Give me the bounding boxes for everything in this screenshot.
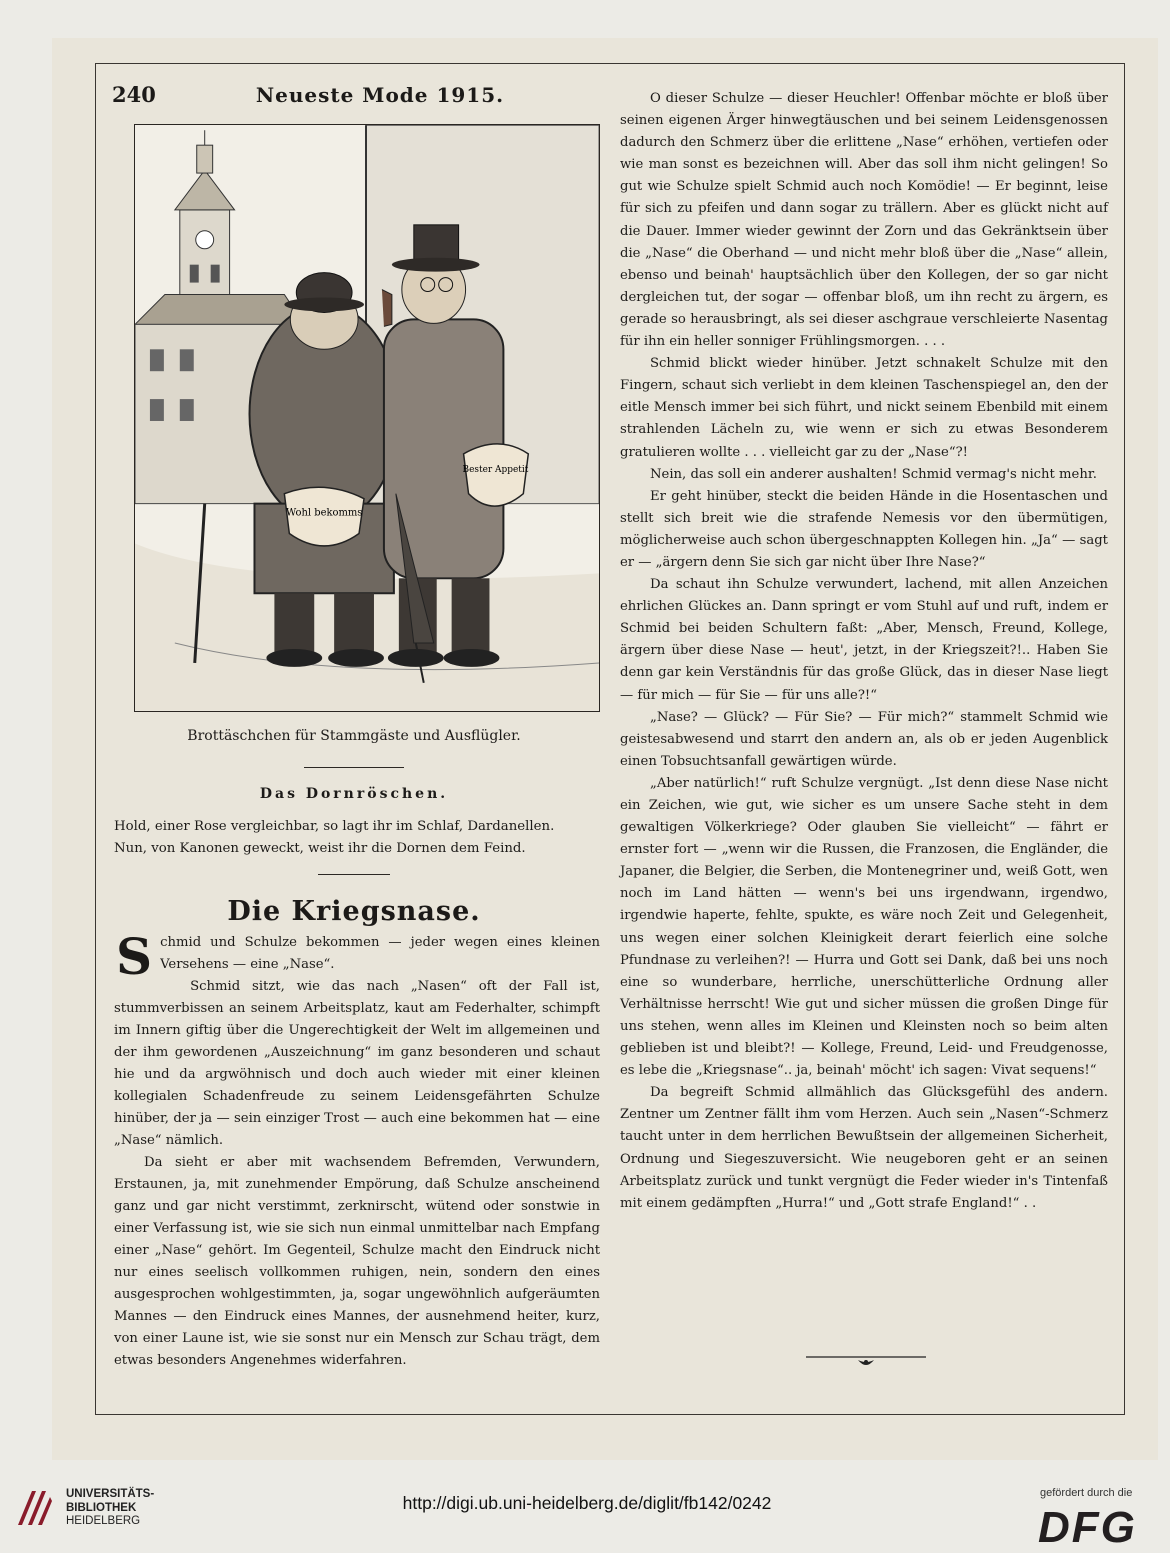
- article-paragraph: Da sieht er aber mit wachsendem Befremden, Verwundern, Erstaunen, ja, mit zunehmender Empörung, daß Schulze anscheinend ganz und gar nicht verstimmt, zerknirscht, wütend oder sonstwie in einer Verfassung ist, wie sie sich nun einmal unmittelbar nach Empfang einer „Nase“ gehört. Im Gegenteil, Schulze macht den Eindruck nicht nur eines seelisch vollkommen ruhigen, nein, sondern den eines ausgesprochen wohlgestimmten, ja, sogar ungewöhnlich aufgeräumten Mannes — den Eindruck eines Mannes, der ausnehmend heiter, kurz, von einer Laune ist, wie sie sonst nur ein Mensch zur Schau trägt, dem etwas besonders Angenehmes widerfahren.: [114, 1155, 600, 1368]
- article-paragraph: Er geht hinüber, steckt die beiden Hände in die Hosentaschen und stellt sich breit wie die strafende Nemesis vor den übermütigen, möglicherweise auch schon übergeschnappten Kollegen hin. „Ja“ — sagt er — „ärgern denn Sie sich gar nicht über Ihre Nase?“: [620, 488, 1108, 570]
- end-ornament-icon: [806, 1348, 926, 1372]
- illustration: [134, 124, 600, 712]
- paragraph-text: chmid und Schulze bekommen — jeder wegen eines kleinen Versehens — eine „Nase“.: [160, 935, 600, 972]
- poem-line: Hold, einer Rose vergleichbar, so lagt ihr im Schlaf, Dardanellen.: [114, 819, 555, 834]
- article-paragraph: Da schaut ihn Schulze verwundert, lachend, mit allen Anzeichen ehrlichen Glückes an. Dann springt er vom Stuhl auf und ruft, indem er Schmid bei beiden Schultern faßt: „Aber, Mensch, Freund, Kollege, ärgern über diese Nase — heut', jetzt, in der Kriegszeit?!.. Haben Sie denn gar kein Verständnis für das große Glück, das in dieser Nase liegt — für mich — für Sie — für uns alle?!“: [620, 577, 1108, 703]
- illustration-drawing: [135, 125, 599, 711]
- figure-caption: Brottäschchen für Stammgäste und Ausflügler.: [187, 728, 521, 744]
- article-paragraph: Da begreift Schmid allmählich das Glücksgefühl des andern. Zentner um Zentner fällt ihm vom Herzen. Auch sein „Nasen“-Schmerz taucht unter in dem herrlichen Bewußtsein der allgemeinen Sicherheit, Ordnung und Siegeszuversicht. Wie neugeboren geht er an seinen Arbeitsplatz zurück und tunkt vergnügt die Feder wieder in's Tintenfaß mit einem gedämpften „Hurra!“ und „Gott strafe England!“ . .: [620, 1085, 1108, 1211]
- divider: [318, 874, 390, 875]
- article-paragraph: [114, 927, 600, 986]
- page-header: [112, 82, 596, 112]
- poem-body: [114, 816, 600, 860]
- article-paragraph: „Nase? — Glück? — Für Sie? — Für mich?“ stammelt Schmid wie geistesabwesend und starrt den andern an, als ob er jeden Augenblick einen Tobsuchtsanfall gewärtigen würde.: [620, 709, 1108, 769]
- library-line: BIBLIOTHEK: [66, 1501, 137, 1514]
- article-paragraph: Schmid sitzt, wie das nach „Nasen“ oft der Fall ist, stummverbissen an seinem Arbeitsplatz, kaut am Federhalter, schimpft im Innern giftig über die Ungerechtigkeit der Welt im allgemeinen und der ihm gewordenen „Auszeichnung“ im ganz besonderen und schaut hie und da argwöhnisch und doch auch wieder mit einer kleinen kollegialen Schadenfreude zu seinem Leidensgefährten Schulze hinüber, der ja — sein einziger Trost — auch eine bekommen hat — eine „Nase“ nämlich.: [114, 979, 600, 1148]
- university-library-name: [66, 1488, 154, 1529]
- bag-right-label: Bester Appetit: [462, 464, 529, 475]
- article-paragraph: Nein, das soll ein anderer aushalten! Schmid vermag's nicht mehr.: [650, 466, 1097, 482]
- poem-line: Nun, von Kanonen geweckt, weist ihr die Dornen dem Feind.: [114, 841, 526, 856]
- library-line: HEIDELBERG: [66, 1515, 141, 1527]
- article-paragraph: O dieser Schulze — dieser Heuchler! Offenbar möchte er bloß über seinen eigenen Ärger hinwegtäuschen und bei seinem Leidensgenossen dadurch den Schmerz über die erlittene „Nase“ erhöhen, vertiefen oder wie man sonst es bezeichnen will. Aber das soll ihm nicht gelingen! So gut wie Schulze spielt Schmid auch noch Komödie! — Er beginnt, leise für sich zu pfeifen und dann sogar zu trällern. Aber es glückt nicht auf die Dauer. Immer wieder gewinnt der Zorn und das Gekränktsein über die „Nase“ die Oberhand — und nicht mehr bloß über die „Nase“ allein, ebenso und beinah' hauptsächlich über den Kollegen, der so gar nicht dergleichen tut, der sogar — offenbar bloß, um ihn recht zu ärgern, es gerade so herausbringt, als sei dieser aschgraue verschleierte Nasentag für ihn ein heller sonniger Frühlingsmorgen. . . .: [620, 91, 1108, 350]
- dfg-logo: DFG: [1038, 1503, 1137, 1552]
- article-paragraph: „Aber natürlich!“ ruft Schulze vergnügt. „Ist denn diese Nase nicht ein Zeichen, wie gut, wie sicher es um unsere Sache steht in dem gewaltigen Völkerkriege? Oder glauben Sie vielleicht“ — fährt er ernster fort — „wenn wir die Russen, die Franzosen, die Engländer, die Japaner, die Belgier, die Serben, die Montenegriner und, weiß Gott, wen noch im Land hätten — wenn's bei uns irgendwann, irgendwo, irgendwie haperte, fehlte, spukte, es wäre noch Zeit und Gelegenheit, uns wegen einer solchen Kleinigkeit derart feierlich eine solche Pfundnase zu verleihen?! — Hurra und Gott sei Dank, daß bei uns noch eine so wunderbare, herrliche, unerschütterliche Ordnung aller Verhältnisse herrscht! Wie gut und sicher müssen die großen Dinge für uns stehen, wenn alles im Kleinen und Kleinsten noch so beim alten geblieben ist und bleibt?! — Kollege, Freund, Leid- und Freudgenosse, es lebe die „Kriegsnase“.. ja, beinah' möcht' ich sagen: Vivat sequens!“: [620, 775, 1108, 1079]
- library-line: UNIVERSITÄTS-: [66, 1488, 155, 1500]
- drop-cap: S: [116, 927, 153, 986]
- article-column-left: [114, 927, 600, 1372]
- divider: [304, 767, 404, 768]
- university-library-logo-icon: [12, 1485, 56, 1529]
- article-column-right: [620, 88, 1108, 1215]
- article-title: Die Kriegsnase.: [227, 896, 481, 927]
- bag-left-label: Wohl bekomms: [285, 507, 363, 519]
- poem-title: Das Dornröschen.: [259, 786, 449, 802]
- running-title: Neueste Mode 1915.: [255, 83, 505, 107]
- page-number: 240: [112, 82, 156, 107]
- permalink-url[interactable]: http://digi.ub.uni-heidelberg.de/diglit/fb142/0242: [402, 1493, 772, 1513]
- article-paragraph: Schmid blickt wieder hinüber. Jetzt schnakelt Schulze mit den Fingern, schaut sich verliebt in dem kleinen Taschenspiegel an, den der eitle Mensch immer bei sich führt, und nickt seinem Ebenbild mit einem strahlenden Lächeln zu, wie wenn er sich zu etwas Besonderem gratulieren wollte . . . vielleicht gar zu der „Nase“?!: [620, 356, 1108, 460]
- funding-label: gefördert durch die: [1040, 1487, 1133, 1499]
